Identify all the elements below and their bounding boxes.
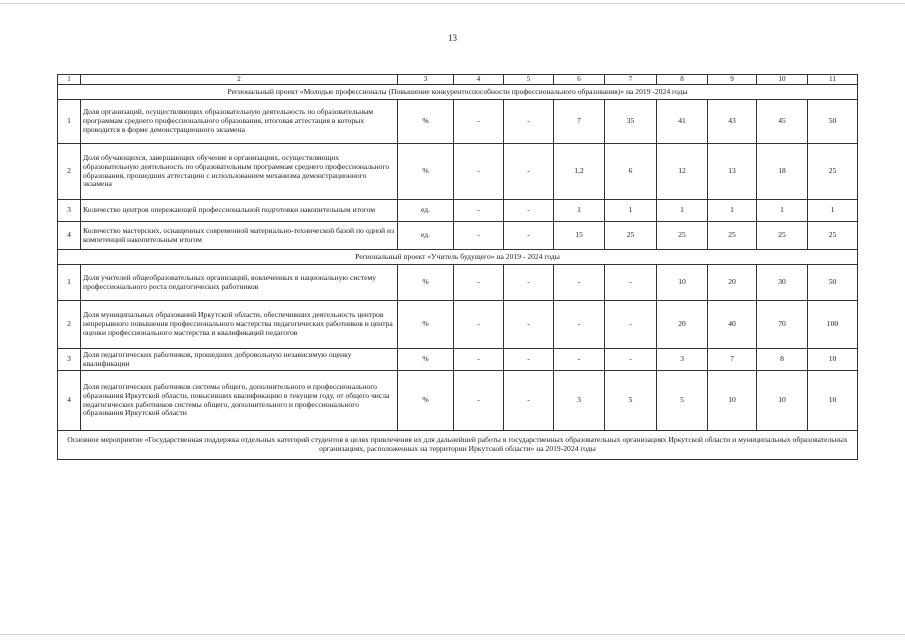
value-cell: - <box>605 349 657 371</box>
value-cell: 6 <box>605 144 657 200</box>
row-number: 2 <box>58 144 81 200</box>
value-cell: - <box>454 222 504 250</box>
value-cell: 20 <box>708 265 757 301</box>
indicators-table <box>57 74 858 460</box>
indicator-description: Доля педагогических работников системы общего, дополнительного и профессионального образования Иркутской области, повысивших квалификацию в текущем году, от общего числа педагогических работников системы общего, дополнительного и профессионального образования Иркутской области <box>81 371 398 431</box>
value-cell: 1,2 <box>554 144 605 200</box>
column-number: 1 <box>58 75 81 85</box>
row-number: 2 <box>58 301 81 349</box>
value-cell: - <box>454 349 504 371</box>
indicator-description: Количество центров опережающей профессиональной подготовки накопительным итогом <box>81 200 398 222</box>
value-cell: 5 <box>605 371 657 431</box>
value-cell: 10 <box>657 265 708 301</box>
value-cell: 10 <box>757 371 808 431</box>
value-cell: 12 <box>657 144 708 200</box>
indicator-description: Доля учителей общеобразовательных организаций, вовлеченных в национальную систему профессионального роста педагогических работников <box>81 265 398 301</box>
table-row <box>58 349 858 371</box>
value-cell: 43 <box>708 100 757 144</box>
value-cell: - <box>504 371 554 431</box>
value-cell: 25 <box>708 222 757 250</box>
column-number: 2 <box>81 75 398 85</box>
page-number: 13 <box>448 33 457 43</box>
value-cell: 1 <box>605 200 657 222</box>
value-cell: 25 <box>808 222 858 250</box>
value-cell: 20 <box>657 301 708 349</box>
column-number: 11 <box>808 75 858 85</box>
value-cell: 50 <box>808 265 858 301</box>
value-cell: - <box>454 100 504 144</box>
value-cell: 25 <box>657 222 708 250</box>
value-cell: 35 <box>605 100 657 144</box>
value-cell: - <box>504 349 554 371</box>
value-cell: 30 <box>757 265 808 301</box>
column-number: 10 <box>757 75 808 85</box>
scan-bottom-edge <box>0 634 905 635</box>
value-cell: 13 <box>708 144 757 200</box>
value-cell: 8 <box>757 349 808 371</box>
section-title-row <box>58 250 858 265</box>
unit-cell: ед. <box>398 222 454 250</box>
unit-cell: % <box>398 265 454 301</box>
value-cell: - <box>504 200 554 222</box>
value-cell: 10 <box>808 371 858 431</box>
value-cell: - <box>454 301 504 349</box>
value-cell: - <box>554 349 605 371</box>
value-cell: 7 <box>554 100 605 144</box>
footer-row <box>58 431 858 460</box>
unit-cell: ед. <box>398 200 454 222</box>
value-cell: - <box>454 265 504 301</box>
section-title: Региональный проект «Учитель будущего» на 2019 - 2024 годы <box>58 250 858 265</box>
section-title-row <box>58 85 858 100</box>
column-number: 6 <box>554 75 605 85</box>
value-cell: 25 <box>757 222 808 250</box>
row-number: 1 <box>58 100 81 144</box>
unit-cell: % <box>398 301 454 349</box>
column-number: 5 <box>504 75 554 85</box>
column-number: 8 <box>657 75 708 85</box>
value-cell: 100 <box>808 301 858 349</box>
value-cell: 41 <box>657 100 708 144</box>
value-cell: - <box>605 265 657 301</box>
unit-cell: % <box>398 371 454 431</box>
table-row <box>58 222 858 250</box>
value-cell: 3 <box>657 349 708 371</box>
indicator-description: Доля организаций, осуществляющих образовательную деятельность по образовательным программам среднего профессионального образования, итоговая аттестация в которых проводится в форме демонстрационного экзамена <box>81 100 398 144</box>
row-number: 4 <box>58 371 81 431</box>
scan-top-edge <box>0 0 905 4</box>
indicator-description: Доля обучающихся, завершающих обучение в организациях, осуществляющих образовательную деятельность по образовательным программам среднего профессионального образования, прошедших аттестацию с использованием механизма демонстрационного экзамена <box>81 144 398 200</box>
indicator-description: Количество мастерских, оснащенных современной материально-технической базой по одной из компетенций накопительным итогом <box>81 222 398 250</box>
table-row <box>58 301 858 349</box>
value-cell: 1 <box>657 200 708 222</box>
row-number: 1 <box>58 265 81 301</box>
value-cell: - <box>605 301 657 349</box>
column-number: 4 <box>454 75 504 85</box>
column-number: 7 <box>605 75 657 85</box>
value-cell: 1 <box>808 200 858 222</box>
value-cell: - <box>504 301 554 349</box>
row-number: 4 <box>58 222 81 250</box>
value-cell: 18 <box>757 144 808 200</box>
value-cell: 25 <box>808 144 858 200</box>
table-row <box>58 371 858 431</box>
indicator-description: Доля педагогических работников, прошедших добровольную независимую оценку квалификации <box>81 349 398 371</box>
column-number: 9 <box>708 75 757 85</box>
table-row <box>58 100 858 144</box>
unit-cell: % <box>398 144 454 200</box>
value-cell: - <box>504 100 554 144</box>
unit-cell: % <box>398 100 454 144</box>
footer-measure-text: Основное мероприятие «Государственная поддержка отдельных категорий студентов в целях привлечения их для дальнейшей работы в государственных образовательных организациях Иркутской области и муниципальных образовательных организациях, расположенных на территории Иркутской области» на 2019-2024 годы <box>58 431 858 460</box>
value-cell: 1 <box>757 200 808 222</box>
value-cell: - <box>454 371 504 431</box>
table-row <box>58 265 858 301</box>
value-cell: - <box>554 265 605 301</box>
column-number-row <box>58 75 858 85</box>
table-row <box>58 144 858 200</box>
value-cell: 50 <box>808 100 858 144</box>
value-cell: 10 <box>808 349 858 371</box>
value-cell: 5 <box>657 371 708 431</box>
value-cell: - <box>504 265 554 301</box>
row-number: 3 <box>58 349 81 371</box>
value-cell: - <box>454 144 504 200</box>
value-cell: 1 <box>708 200 757 222</box>
row-number: 3 <box>58 200 81 222</box>
value-cell: 10 <box>708 371 757 431</box>
value-cell: 40 <box>708 301 757 349</box>
value-cell: - <box>454 200 504 222</box>
value-cell: - <box>504 144 554 200</box>
unit-cell: % <box>398 349 454 371</box>
value-cell: 70 <box>757 301 808 349</box>
value-cell: 45 <box>757 100 808 144</box>
table-row <box>58 200 858 222</box>
value-cell: 15 <box>554 222 605 250</box>
value-cell: 3 <box>554 371 605 431</box>
value-cell: 7 <box>708 349 757 371</box>
value-cell: - <box>554 301 605 349</box>
indicator-description: Доля муниципальных образований Иркутской области, обеспечивших деятельность центров непрерывного повышения профессионального мастерства педагогических работников и центра оценки профессионального мастерства и квалификаций педагогов <box>81 301 398 349</box>
section-title: Региональный проект «Молодые профессионалы (Повышение конкурентоспособности профессионального образования)» на 2019 -2024 годы <box>58 85 858 100</box>
value-cell: 25 <box>605 222 657 250</box>
value-cell: - <box>504 222 554 250</box>
value-cell: 1 <box>554 200 605 222</box>
column-number: 3 <box>398 75 454 85</box>
